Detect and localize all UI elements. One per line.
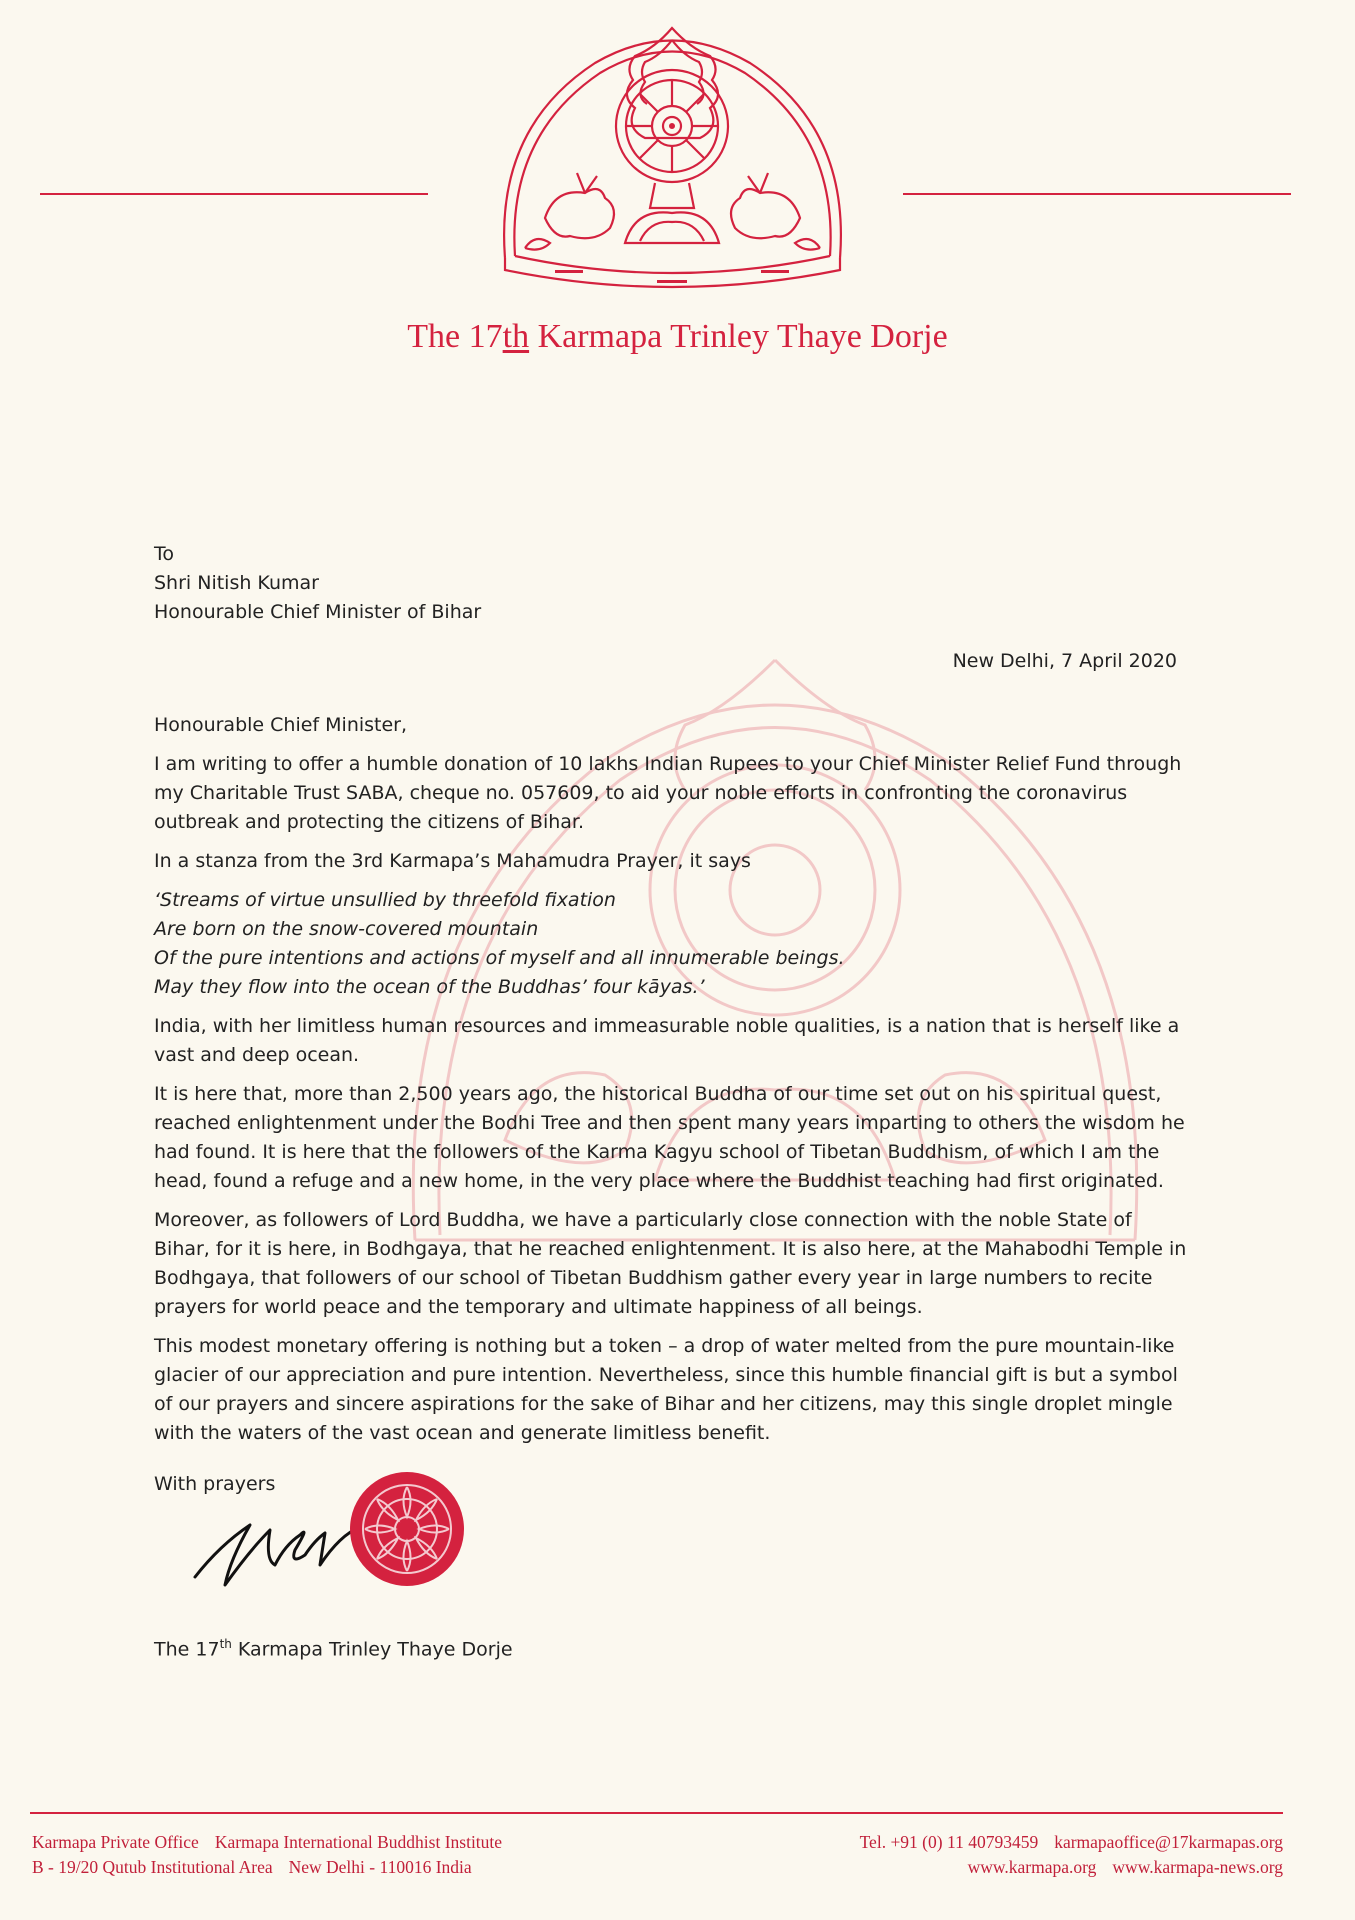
closing: With prayers: [154, 1473, 276, 1495]
salutation: Honourable Chief Minister,: [154, 714, 408, 736]
signoff-ordinal: th: [219, 1637, 232, 1651]
recipient-name: Shri Nitish Kumar: [154, 572, 319, 594]
footer-website-news-link[interactable]: www.karmapa-news.org: [1112, 1857, 1283, 1877]
footer-website-link[interactable]: www.karmapa.org: [967, 1857, 1097, 1877]
signoff-suffix: Karmapa Trinley Thaye Dorje: [231, 1638, 513, 1661]
letter-body: [154, 711, 1189, 1458]
paragraph-2: In a stanza from the 3rd Karmapa’s Mahamudra Prayer, it says: [154, 850, 751, 872]
footer-address-1: B - 19/20 Qutub Institutional Area: [32, 1857, 273, 1877]
signoff: [154, 1630, 1189, 1664]
verse-line: Of the pure intentions and actions of myself and all innumerable beings.: [154, 947, 845, 969]
verse-line: Are born on the snow-covered mountain: [154, 918, 539, 940]
footer-left: [32, 1830, 518, 1880]
footer-rule: [30, 1812, 1283, 1814]
paragraph-3: India, with her limitless human resources and immeasurable noble qualities, is a nation that is herself like a vast and deep ocean.: [154, 1015, 1180, 1066]
title-suffix: Karmapa Trinley Thaye Dorje: [529, 318, 948, 355]
verse-line: ‘Streams of virtue unsullied by threefold fixation: [154, 889, 616, 911]
recipient-block: [154, 540, 1189, 627]
recipient-position: Honourable Chief Minister of Bihar: [154, 601, 482, 623]
paragraph-4: It is here that, more than 2,500 years ago, the historical Buddha of our time set out on his spiritual quest, reached enlightenment under the Bodhi Tree and then spent many years imparting to others the wisdom he had found. It is here that the followers of the Karma Kagyu school of Tibetan Buddhism, of which I am the head, found a refuge and a new home, in the very place where the Buddhist teaching had first originated.: [154, 1083, 1185, 1192]
paragraph-1: I am writing to offer a humble donation of 10 lakhs Indian Rupees to your Chief Minister Relief Fund through my Charitable Trust SABA, cheque no. 057609, to aid your noble efforts in confronting the coronavirus outbreak and protecting the citizens of Bihar.: [154, 753, 1182, 833]
paragraph-6: This modest monetary offering is nothing but a token – a drop of water melted from the pure mountain-like glacier of our appreciation and pure intention. Nevertheless, since this humble financial gift is but a symbol of our prayers and sincere aspirations for the sake of Bihar and her citizens, may this single droplet mingle with the waters of the vast ocean and generate limitless benefit.: [154, 1335, 1178, 1444]
title-prefix: The 17: [407, 318, 503, 355]
red-seal-stamp: [348, 1470, 466, 1588]
footer-phone: Tel. +91 (0) 11 40793459: [859, 1832, 1039, 1852]
verse-line: May they flow into the ocean of the Buddhas’ four kāyas.’: [154, 976, 705, 998]
verse: [154, 886, 1189, 1002]
title-ordinal: th: [502, 318, 530, 355]
footer-institute: Karmapa International Buddhist Institute: [214, 1832, 503, 1852]
date-line: New Delhi, 7 April 2020: [952, 650, 1177, 672]
footer-address-2: New Delhi - 110016 India: [288, 1857, 472, 1877]
paragraph-5: Moreover, as followers of Lord Buddha, we have a particularly close connection with the noble State of Bihar, for it is here, in Bodhgaya, that he reached enlightenment. It is also here, at the Mahabodhi Temple in Bodhgaya, that followers of our school of Tibetan Buddhism gather every year in large numbers to recite prayers for world peace and the temporary and ultimate happiness of all beings.: [154, 1209, 1187, 1318]
footer-email-link[interactable]: karmapaoffice@17karmapas.org: [1054, 1832, 1283, 1852]
recipient-to: To: [154, 543, 175, 565]
signoff-prefix: The 17: [154, 1638, 220, 1661]
karmapa-crest-logo: [485, 8, 860, 308]
footer-right: [860, 1830, 1283, 1880]
header-rule-right: [903, 193, 1291, 195]
header-rule-left: [40, 193, 428, 195]
letterhead-title: [0, 318, 1355, 356]
footer-office: Karmapa Private Office: [32, 1832, 199, 1852]
